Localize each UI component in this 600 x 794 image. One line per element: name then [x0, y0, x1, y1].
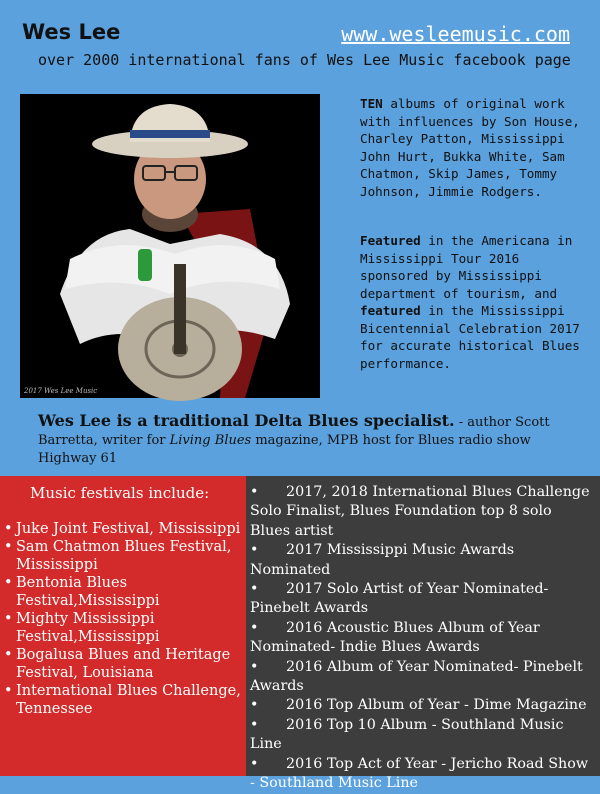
festivals-title: Music festivals include:: [30, 484, 210, 502]
festivals-panel: [0, 476, 246, 776]
magazine-name: Living Blues: [169, 433, 252, 448]
award-bullet: •: [250, 658, 259, 675]
award-bullet: •: [250, 697, 259, 714]
award-bullet: •: [250, 581, 259, 598]
festival-item: • Juke Joint Festival, Mississippi: [4, 520, 244, 538]
website-link[interactable]: www.wesleemusic.com: [341, 22, 570, 46]
award-item: [250, 580, 596, 619]
award-text: 2016 Top Act of Year - Jericho Road Show - Southland Music Line: [250, 755, 589, 792]
festival-item: • Sam Chatmon Blues Festival, Mississippi: [4, 538, 244, 574]
festival-item: • Bentonia Blues Festival,Mississippi: [4, 574, 244, 610]
fans-tagline: over 2000 international fans of Wes Lee Music facebook page: [38, 51, 571, 69]
award-text: 2017 Mississippi Music Awards Nominated: [250, 542, 515, 578]
featured-description: [360, 232, 592, 372]
press-quote: [38, 412, 593, 468]
albums-count: TEN: [360, 96, 383, 111]
award-bullet: •: [250, 542, 259, 559]
award-item: [250, 755, 596, 794]
featured-text-2: in the Mississippi Bicentennial Celebration 2017 for accurate historical Blues performance.: [360, 303, 580, 371]
award-text: 2016 Acoustic Blues Album of Year Nominated- Indie Blues Awards: [250, 619, 540, 656]
award-item: [250, 483, 596, 541]
festival-item: • Bogalusa Blues and Heritage Festival, Louisiana: [4, 646, 244, 682]
quote-attribution-1: - author Scott Barretta, writer for: [38, 415, 550, 448]
featured-label: Featured: [360, 233, 421, 248]
award-item: [250, 619, 596, 658]
quote-main: Wes Lee is a traditional Delta Blues specialist.: [38, 411, 455, 430]
albums-description: [360, 95, 592, 200]
photo-caption: 2017 Wes Lee Music: [24, 387, 98, 395]
featured-text-1: in the Americana in Mississippi Tour 2016 sponsored by Mississippi department of tourism, and: [360, 233, 573, 301]
award-bullet: •: [250, 716, 259, 733]
festival-item: • Mighty Mississippi Festival,Mississippi: [4, 610, 244, 646]
awards-panel: [246, 476, 600, 792]
award-text: 2016 Top Album of Year - Dime Magazine: [286, 697, 587, 714]
featured-label-2: featured: [360, 303, 421, 318]
albums-text: albums of original work with influences by Son House, Charley Patton, Mississippi John Hurt, Bukka White, Sam Chatmon, Skip James, Tommy Johnson, Jimmie Rodgers.: [360, 96, 580, 199]
award-item: [250, 658, 596, 697]
award-item: [250, 541, 596, 580]
award-text: 2016 Top 10 Album - Southland Music Line: [250, 716, 564, 753]
artist-photo-illustration: [20, 94, 320, 398]
award-bullet: •: [250, 484, 259, 500]
award-text: 2017 Solo Artist of Year Nominated- Pinebelt Awards: [250, 581, 549, 617]
artist-name: Wes Lee: [22, 20, 121, 44]
award-bullet: •: [250, 619, 259, 636]
award-item: [250, 696, 596, 715]
award-text: 2016 Album of Year Nominated- Pinebelt Awards: [250, 658, 583, 695]
award-bullet: •: [250, 755, 259, 772]
awards-list: [250, 483, 596, 794]
festival-item: • International Blues Challenge, Tennessee: [4, 682, 244, 718]
quote-attribution-2: magazine, MPB host for Blues radio show Highway 61: [38, 433, 531, 466]
festivals-list: [4, 520, 244, 718]
award-item: [250, 716, 596, 755]
artist-photo: [20, 94, 320, 398]
award-text: 2017, 2018 International Blues Challenge Solo Finalist, Blues Foundation top 8 solo Blues artist: [250, 484, 590, 539]
